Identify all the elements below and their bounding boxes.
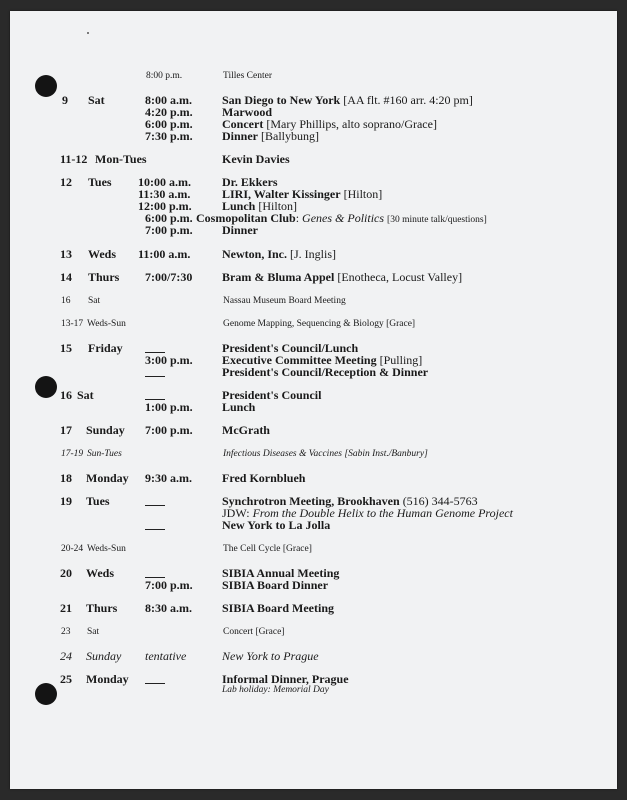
event-title: McGrath xyxy=(222,423,270,437)
event-time: 8:00 a.m. xyxy=(145,93,192,107)
event-note: [30 minute talk/questions] xyxy=(387,215,487,225)
event-title: Dinner xyxy=(222,129,258,143)
event-note: [Hilton] xyxy=(258,199,298,213)
event-title: Genome Mapping, Sequencing & Biology xyxy=(223,319,384,329)
date-day: 14 xyxy=(60,270,72,284)
event-time: 7:30 p.m. xyxy=(145,129,193,143)
event-title: Newton, Inc. xyxy=(222,247,287,261)
event-title: Synchrotron Meeting, Brookhaven xyxy=(222,494,400,508)
date-weekday: Mon-Tues xyxy=(95,152,147,166)
date-day: 19 xyxy=(60,494,72,508)
event-line xyxy=(223,545,312,555)
date-day: 16 xyxy=(61,296,71,306)
event-note: [Grace] xyxy=(386,319,416,329)
event-title: Concert xyxy=(223,627,254,637)
event-title: San Diego to New York xyxy=(222,93,341,107)
event-separator: : xyxy=(295,211,300,225)
date-weekday: Monday xyxy=(86,672,129,686)
event-title: JDW: xyxy=(222,506,250,520)
event-title: Tilles Center xyxy=(223,71,272,81)
event-title: Lunch xyxy=(222,199,256,213)
event-note: [Grace] xyxy=(282,544,312,554)
date-weekday: Weds xyxy=(88,247,117,261)
event-time: 6:00 p.m. xyxy=(145,211,193,225)
date-weekday: Weds-Sun xyxy=(87,544,126,554)
event-note: [J. Inglis] xyxy=(290,247,336,261)
event-title: Lunch xyxy=(222,400,256,414)
event-line xyxy=(222,130,319,142)
event-time: 6:00 p.m. xyxy=(145,117,193,131)
event-note: [Pulling] xyxy=(379,353,423,367)
punch-hole xyxy=(35,75,57,97)
event-title: SIBIA Board Dinner xyxy=(222,578,329,592)
event-title: President's Council xyxy=(222,388,322,402)
event-time: 11:00 a.m. xyxy=(138,247,191,261)
date-day: 21 xyxy=(60,601,72,615)
event-time: tentative xyxy=(145,649,187,663)
date-weekday: Sat xyxy=(77,388,94,402)
event-time: 8:00 p.m. xyxy=(146,71,183,81)
date-weekday: Tues xyxy=(88,175,112,189)
event-title: Marwood xyxy=(222,105,272,119)
date-day: 13 xyxy=(60,247,72,261)
event-title: Infectious Diseases & Vaccines xyxy=(223,449,342,459)
date-weekday: Thurs xyxy=(88,270,120,284)
date-day: 12 xyxy=(60,175,72,189)
date-day: 9 xyxy=(62,93,68,107)
event-title: President's Council/Lunch xyxy=(222,341,359,355)
time-tbd-line xyxy=(145,376,165,377)
event-note: [Mary Phillips, alto soprano/Grace] xyxy=(266,117,437,131)
event-title: Nassau Museum Board Meeting xyxy=(223,296,346,306)
date-weekday: Sat xyxy=(88,296,101,306)
event-line xyxy=(222,248,336,260)
event-time: 12:00 p.m. xyxy=(138,199,192,213)
time-tbd-line xyxy=(145,505,165,506)
event-time: 11:30 a.m. xyxy=(138,187,191,201)
event-note: (516) 344-5763 xyxy=(402,494,478,508)
event-time: 9:30 a.m. xyxy=(145,471,192,485)
time-tbd-line xyxy=(145,529,165,530)
event-note: [Hilton] xyxy=(343,187,383,201)
punch-hole xyxy=(35,683,57,705)
date-day: 11-12 xyxy=(60,152,88,166)
event-title: Fred Kornblueh xyxy=(222,471,306,485)
punch-hole xyxy=(35,376,57,398)
time-tbd-line xyxy=(145,683,165,684)
event-title: New York to La Jolla xyxy=(222,518,331,532)
date-weekday: Sun-Tues xyxy=(87,449,122,459)
date-weekday: Sat xyxy=(87,627,100,637)
date-weekday: Sat xyxy=(88,93,105,107)
event-time: 4:20 p.m. xyxy=(145,105,193,119)
event-time: 7:00 p.m. xyxy=(145,423,193,437)
event-line xyxy=(223,450,428,460)
event-title: Concert xyxy=(222,117,264,131)
date-day: 18 xyxy=(60,471,72,485)
event-time: 7:00 p.m. xyxy=(145,223,193,237)
date-weekday: Thurs xyxy=(86,601,118,615)
paper-mark xyxy=(87,32,89,34)
event-title: Bram & Bluma Appel xyxy=(222,270,335,284)
date-weekday: Weds-Sun xyxy=(87,319,126,329)
event-line xyxy=(223,628,284,638)
event-time: 7:00 p.m. xyxy=(145,578,193,592)
event-time: 8:30 a.m. xyxy=(145,601,192,615)
event-title: SIBIA Annual Meeting xyxy=(222,566,340,580)
date-day: 15 xyxy=(60,341,72,355)
event-title: SIBIA Board Meeting xyxy=(222,601,335,615)
event-note: [AA flt. #160 arr. 4:20 pm] xyxy=(343,93,473,107)
event-time: 7:00/7:30 xyxy=(145,270,193,284)
date-day: 23 xyxy=(61,627,71,637)
date-day: 20-24 xyxy=(61,544,84,554)
date-day: 13-17 xyxy=(61,319,84,329)
date-weekday: Friday xyxy=(88,341,123,355)
date-weekday: Weds xyxy=(86,566,115,580)
event-time: 10:00 a.m. xyxy=(138,175,191,189)
event-subnote: Lab holiday: Memorial Day xyxy=(222,685,329,695)
date-day: 17-19 xyxy=(61,449,84,459)
event-topic: From the Double Helix to the Human Genome Project xyxy=(252,506,513,520)
event-title: Cosmopolitan Club xyxy=(196,211,296,225)
event-title: Executive Committee Meeting xyxy=(222,353,377,367)
date-day: 25 xyxy=(60,672,72,686)
event-title: Dr. Ekkers xyxy=(222,175,278,189)
event-title: President's Council/Reception & Dinner xyxy=(222,365,429,379)
event-time: 3:00 p.m. xyxy=(145,353,193,367)
event-note: [Enotheca, Locust Valley] xyxy=(337,270,463,284)
date-weekday: Sunday xyxy=(86,649,122,663)
event-note: [Sabin Inst./Banbury] xyxy=(344,449,428,459)
event-title: LIRI, Walter Kissinger xyxy=(222,187,341,201)
event-note: [Grace] xyxy=(255,627,285,637)
event-title: Dinner xyxy=(222,223,258,237)
date-day: 24 xyxy=(60,649,72,663)
date-day: 17 xyxy=(60,423,72,437)
event-title: The Cell Cycle xyxy=(223,544,281,554)
event-topic: Genes & Politics xyxy=(302,211,385,225)
event-line xyxy=(222,271,462,283)
event-line xyxy=(223,320,415,330)
date-weekday: Sunday xyxy=(86,423,125,437)
event-note: [Ballybung] xyxy=(261,129,319,143)
date-weekday: Tues xyxy=(86,494,110,508)
event-time: 1:00 p.m. xyxy=(145,400,193,414)
date-day: 20 xyxy=(60,566,72,580)
event-title: Informal Dinner, Prague xyxy=(222,672,349,686)
date-day: 16 xyxy=(60,388,72,402)
date-weekday: Monday xyxy=(86,471,129,485)
event-title: Kevin Davies xyxy=(222,152,290,166)
event-title: New York to Prague xyxy=(222,649,319,663)
